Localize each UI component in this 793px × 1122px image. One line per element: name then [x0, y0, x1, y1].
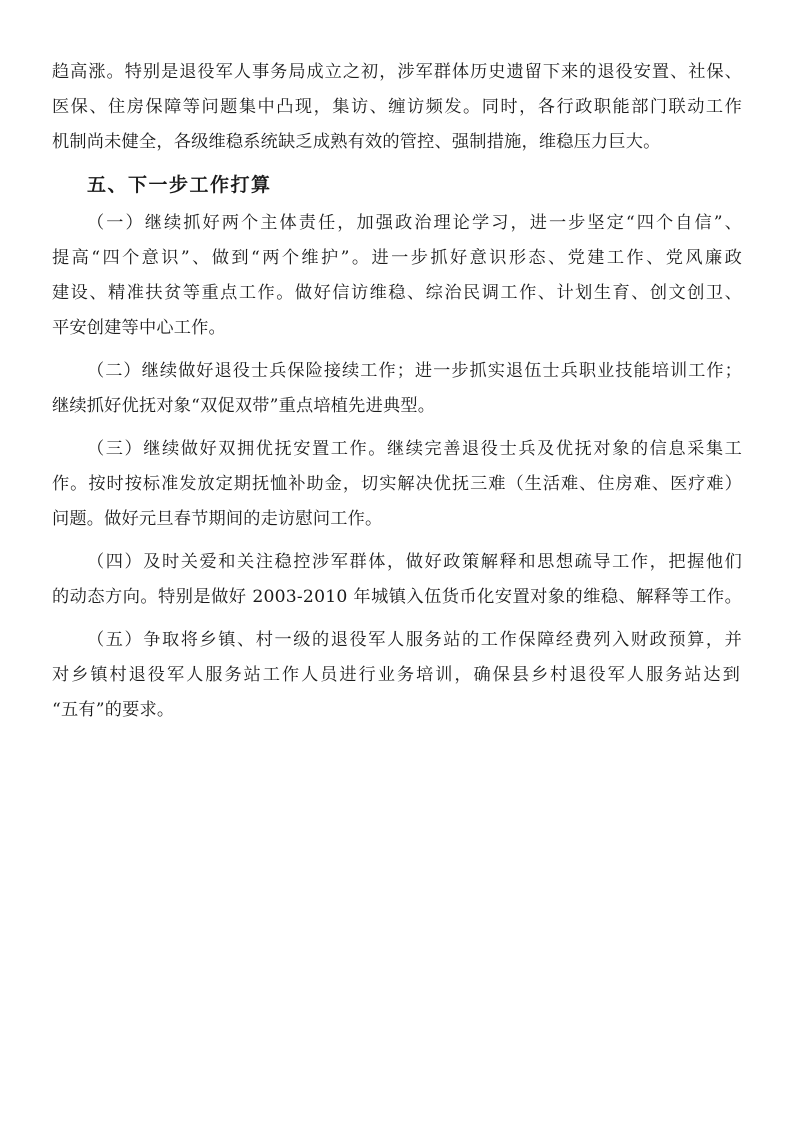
- item-1-line-3: 建设、精准扶贫等重点工作。做好信访维稳、综治民调工作、计划生育、创文创卫、: [52, 283, 742, 303]
- item-3-line-1: （三）继续做好双拥优抚安置工作。继续完善退役士兵及优抚对象的信息采集工: [87, 439, 742, 459]
- item-5-line-2: 对乡镇村退役军人服务站工作人员进行业务培训，确保县乡村退役军人服务站达到: [52, 665, 740, 685]
- item-1-line-1: （一）继续抓好两个主体责任，加强政治理论学习，进一步坚定“四个自信”、: [87, 213, 742, 233]
- item-3-line-3: 问题。做好元旦春节期间的走访慰问工作。: [52, 509, 383, 529]
- item-4-line-1: （四）及时关爱和关注稳控涉军群体，做好政策解释和思想疏导工作，把握他们: [87, 552, 742, 572]
- item-4-line-2: 的动态方向。特别是做好 2003-2010 年城镇入伍货币化安置对象的维稳、解释等工作。: [52, 587, 742, 607]
- item-1-line-4: 平安创建等中心工作。: [52, 318, 226, 338]
- item-2-line-1: （二）继续做好退役士兵保险接续工作；进一步抓实退伍士兵职业技能培训工作；: [87, 361, 742, 381]
- intro-line-1: 趋高涨。特别是退役军人事务局成立之初，涉军群体历史遗留下来的退役安置、社保、: [52, 62, 742, 82]
- intro-line-2: 医保、住房保障等问题集中凸现，集访、缠访频发。同时，各行政职能部门联动工作: [52, 97, 742, 117]
- item-5-line-1: （五）争取将乡镇、村一级的退役军人服务站的工作保障经费列入财政预算，并: [87, 630, 742, 650]
- item-5-line-3: “五有”的要求。: [52, 700, 175, 720]
- section-heading: 五、下一步工作打算: [87, 174, 272, 196]
- item-1-line-2: 提高“四个意识”、做到“两个维护”。进一步抓好意识形态、党建工作、党风廉政: [52, 248, 742, 268]
- intro-line-3: 机制尚未健全，各级维稳系统缺乏成熟有效的管控、强制措施，维稳压力巨大。: [52, 132, 661, 152]
- item-2-line-2: 继续抓好优抚对象“双促双带”重点培植先进典型。: [52, 396, 436, 416]
- item-3-line-2: 作。按时按标准发放定期抚恤补助金，切实解决优抚三难（生活难、住房难、医疗难）: [52, 474, 742, 494]
